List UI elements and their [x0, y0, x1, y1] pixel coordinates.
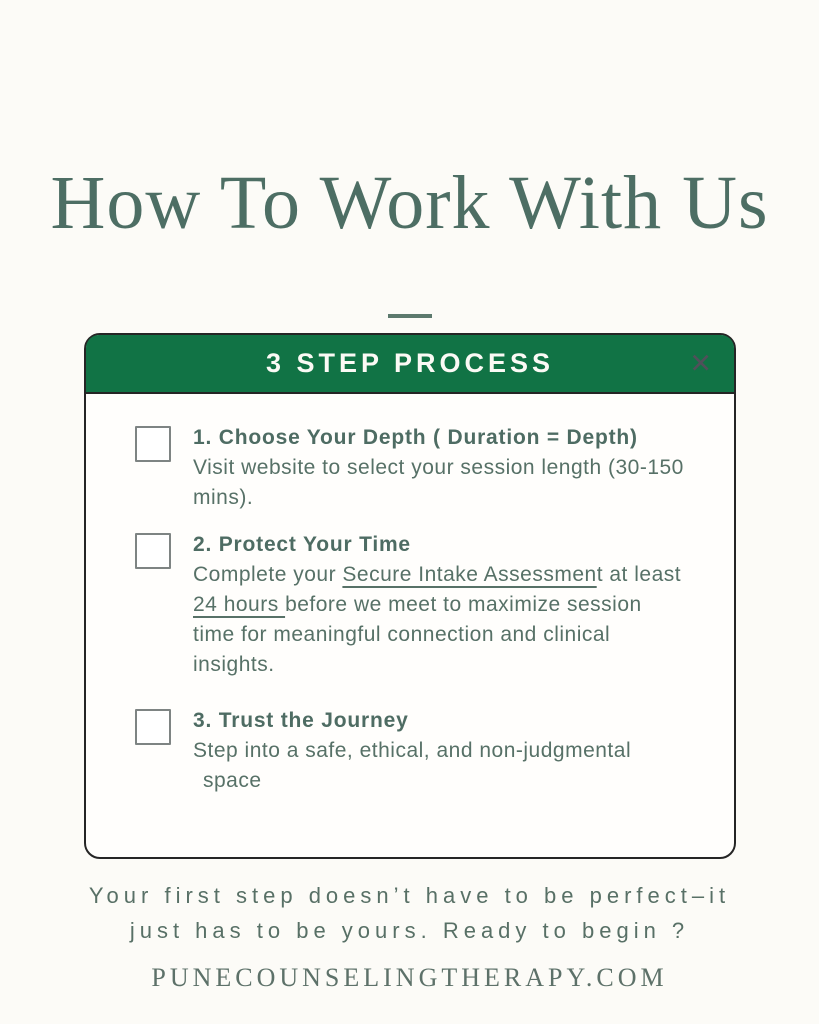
- process-card: [84, 333, 736, 859]
- step-2-desc-seg-6: time for meaningful connection and clinical: [193, 623, 611, 646]
- step-item-1: [135, 423, 704, 513]
- step-1-title: 1. Choose Your Depth ( Duration = Depth): [193, 426, 638, 449]
- step-2-checkbox[interactable]: [135, 533, 171, 569]
- website-url: PUNECOUNSELINGTHERAPY.COM: [151, 963, 668, 992]
- step-2-text: [193, 530, 681, 680]
- step-2-desc-seg-3: t at least: [596, 563, 682, 586]
- step-2-desc-seg-5: before we meet to maximize session: [285, 593, 642, 616]
- step-item-3: [135, 706, 704, 796]
- step-1-description: [193, 453, 684, 513]
- title-divider: [388, 314, 432, 318]
- step-1-checkbox[interactable]: [135, 426, 171, 462]
- card-body: [86, 394, 734, 796]
- step-1-desc-line-2: mins).: [193, 486, 254, 509]
- tagline-line-2: just has to be yours. Ready to begin ?: [129, 918, 690, 943]
- step-3-desc-line-2: space: [203, 769, 262, 792]
- tagline: [0, 878, 819, 948]
- step-3-checkbox[interactable]: [135, 709, 171, 745]
- step-item-2: [135, 530, 704, 680]
- secure-intake-assessment-link[interactable]: Secure Intake Assessmen: [342, 563, 597, 586]
- tagline-line-1: Your first step doesn’t have to be perfect–it: [88, 883, 731, 908]
- step-2-title: 2. Protect Your Time: [193, 533, 411, 556]
- step-3-title: 3. Trust the Journey: [193, 709, 409, 732]
- step-2-description: [193, 560, 681, 680]
- step-3-description: [193, 736, 631, 796]
- step-1-text: [193, 423, 684, 513]
- card-header: [86, 335, 734, 394]
- 24-hours-underline: 24 hours: [193, 593, 286, 616]
- close-icon[interactable]: ✕: [689, 348, 712, 378]
- step-3-text: [193, 706, 631, 796]
- card-header-title: 3 STEP PROCESS: [265, 348, 555, 378]
- step-1-desc-line-1: Visit website to select your session length (30-150: [193, 456, 684, 479]
- step-2-desc-seg-7: insights.: [193, 653, 275, 676]
- page-title: How To Work With Us: [50, 161, 769, 245]
- step-2-desc-seg-1: Complete your: [193, 563, 343, 586]
- step-3-desc-line-1: Step into a safe, ethical, and non-judgmental: [193, 739, 632, 762]
